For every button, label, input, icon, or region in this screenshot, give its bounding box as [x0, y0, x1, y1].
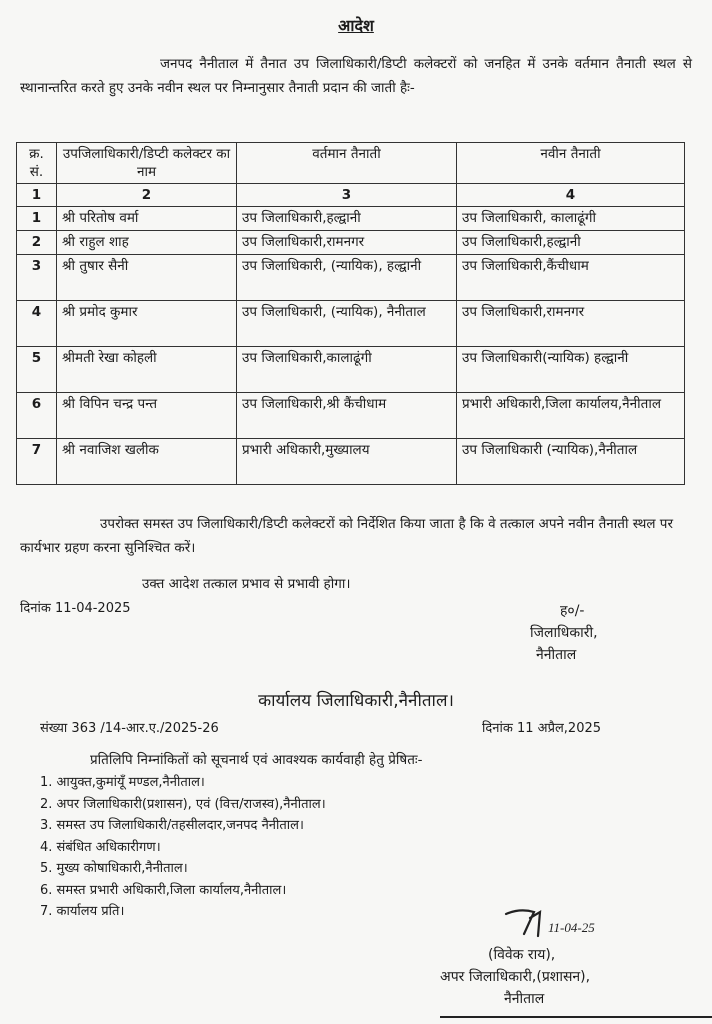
col-header-current: वर्तमान तैनाती	[237, 143, 457, 184]
signature-block-adm	[440, 944, 660, 1010]
col-number: 1	[17, 184, 57, 207]
row-new-posting: उप जिलाधिकारी,कैंचीधाम	[457, 255, 685, 301]
reference-date: दिनांक 11 अप्रैल,2025	[482, 721, 602, 736]
row-name: श्री विपिन चन्द्र पन्त	[57, 393, 237, 439]
row-current-posting: उप जिलाधिकारी,हल्द्वानी	[237, 207, 457, 231]
row-sn: 5	[17, 347, 57, 393]
order-date: दिनांक 11-04-2025	[20, 601, 131, 616]
list-item: 3. समस्त उप जिलाधिकारी/तहसीलदार,जनपद नैनीताल।	[40, 818, 304, 833]
row-current-posting: प्रभारी अधिकारी,मुख्यालय	[237, 439, 457, 485]
list-item: 2. अपर जिलाधिकारी(प्रशासन), एवं (वित्त/राजस्व),नैनीताल।	[40, 796, 326, 812]
table-row	[17, 393, 685, 439]
list-item: 5. मुख्य कोषाधिकारी,नैनीताल।	[40, 861, 188, 876]
row-new-posting: उप जिलाधिकारी(न्यायिक) हल्द्वानी	[457, 347, 685, 393]
distribution-list	[40, 772, 326, 923]
signature-block-dm	[530, 600, 680, 666]
order-title: आदेश	[338, 16, 374, 35]
signature-date: 11-04-25	[548, 920, 595, 935]
table-row	[17, 301, 685, 347]
row-sn: 3	[17, 255, 57, 301]
col-number: 2	[57, 184, 237, 207]
row-current-posting: उप जिलाधिकारी, (न्यायिक), हल्द्वानी	[237, 255, 457, 301]
row-sn: 7	[17, 439, 57, 485]
row-current-posting: उप जिलाधिकारी, (न्यायिक), नैनीताल	[237, 301, 457, 347]
col-header-new: नवीन तैनाती	[457, 143, 685, 184]
col-number: 4	[457, 184, 685, 207]
intro-paragraph: जनपद नैनीताल में तैनात उप जिलाधिकारी/डिप्टी कलेक्टरों को जनहित में उनके वर्तमान तैनाती स्थल से स्थानान्तरित करते हुए उनके नवीन स्थल पर निम्नानुसार तैनाती प्रदान की जाती हैः-	[20, 56, 692, 96]
signature-scribble-icon	[500, 904, 620, 948]
row-sn: 2	[17, 231, 57, 255]
row-current-posting: उप जिलाधिकारी,कालाढूंगी	[237, 347, 457, 393]
col-header-sn: क्र. सं.	[17, 143, 57, 184]
list-item: 6. समस्त प्रभारी अधिकारी,जिला कार्यालय,नैनीताल।	[40, 882, 287, 898]
col-number: 3	[237, 184, 457, 207]
row-current-posting: उप जिलाधिकारी,रामनगर	[237, 231, 457, 255]
row-new-posting: उप जिलाधिकारी, कालाढूंगी	[457, 207, 685, 231]
row-sn: 6	[17, 393, 57, 439]
copy-to-line: प्रतिलिपि निम्नांकितों को सूचनार्थ एवं आवश्यक कार्यवाही हेतु प्रेषितः-	[90, 752, 423, 768]
table-header-row	[17, 143, 685, 184]
signatory-designation: जिलाधिकारी,	[530, 625, 598, 641]
signatory-name: (विवेक राय),	[488, 947, 556, 963]
table-row	[17, 207, 685, 231]
row-new-posting: प्रभारी अधिकारी,जिला कार्यालय,नैनीताल	[457, 393, 685, 439]
signed-mark: ह०/-	[560, 603, 585, 619]
row-new-posting: उप जिलाधिकारी,हल्द्वानी	[457, 231, 685, 255]
row-name: श्री परितोष वर्मा	[57, 207, 237, 231]
signatory-place: नैनीताल	[504, 991, 545, 1007]
row-name: श्री नवाजिश खलीक	[57, 439, 237, 485]
bottom-rule	[440, 1016, 712, 1018]
instruction-paragraph: उपरोक्त समस्त उप जिलाधिकारी/डिप्टी कलेक्टरों को निर्देशित किया जाता है कि वे तत्काल अपने नवीन तैनाती स्थल पर कार्यभार ग्रहण करना सुनिश्चित करें।	[20, 516, 673, 556]
row-new-posting: उप जिलाधिकारी,रामनगर	[457, 301, 685, 347]
table-row	[17, 439, 685, 485]
row-name: श्री राहुल शाह	[57, 231, 237, 255]
table-row	[17, 255, 685, 301]
list-item: 4. संबंधित अधिकारीगण।	[40, 839, 161, 855]
column-number-row	[17, 184, 685, 207]
office-heading: कार्यालय जिलाधिकारी,नैनीताल।	[258, 691, 454, 711]
reference-number: संख्या 363 /14-आर.ए./2025-26	[40, 721, 219, 736]
row-current-posting: उप जिलाधिकारी,श्री कैंचीधाम	[237, 393, 457, 439]
list-item: 1. आयुक्त,कुमांयूँ मण्डल,नैनीताल।	[40, 775, 205, 790]
row-name: श्री तुषार सैनी	[57, 255, 237, 301]
signatory-designation: अपर जिलाधिकारी,(प्रशासन),	[440, 969, 591, 985]
row-name: श्री प्रमोद कुमार	[57, 301, 237, 347]
effect-line: उक्त आदेश तत्काल प्रभाव से प्रभावी होगा।	[142, 576, 351, 592]
handwritten-signature	[500, 904, 620, 948]
row-sn: 4	[17, 301, 57, 347]
row-name: श्रीमती रेखा कोहली	[57, 347, 237, 393]
row-new-posting: उप जिलाधिकारी (न्यायिक),नैनीताल	[457, 439, 685, 485]
table-row	[17, 231, 685, 255]
signatory-place: नैनीताल	[536, 647, 577, 663]
transfer-table	[16, 142, 685, 485]
list-item: 7. कार्यालय प्रति।	[40, 904, 125, 919]
row-sn: 1	[17, 207, 57, 231]
table-row	[17, 347, 685, 393]
col-header-name: उपजिलाधिकारी/डिप्टी कलेक्टर का नाम	[57, 143, 237, 184]
